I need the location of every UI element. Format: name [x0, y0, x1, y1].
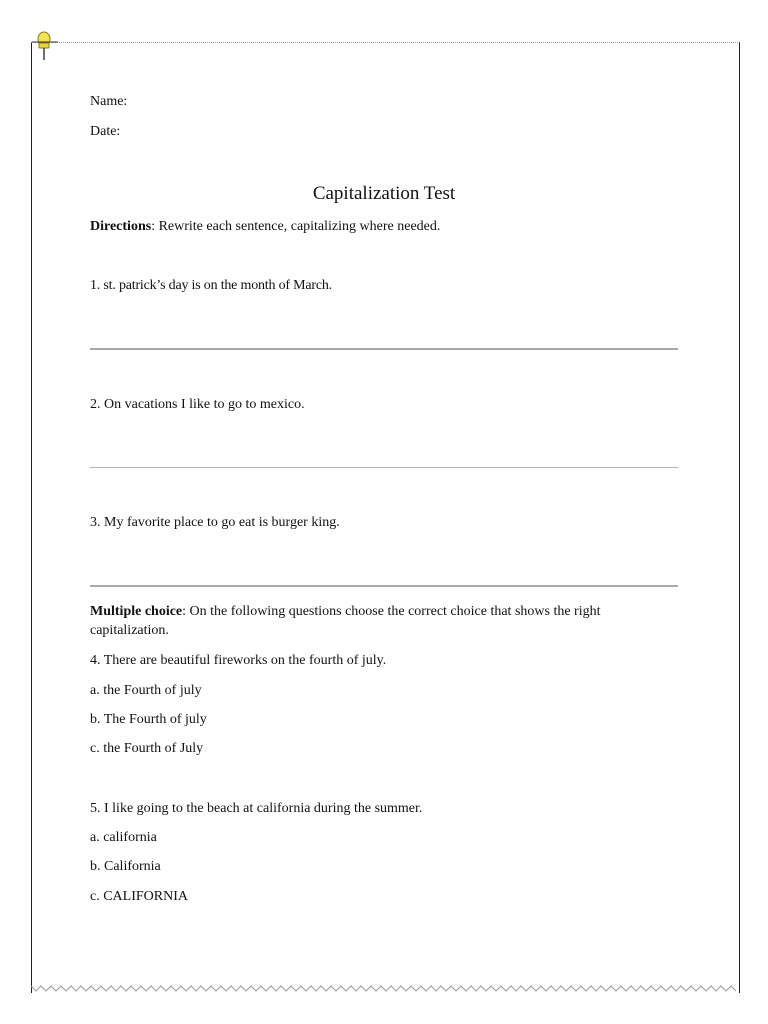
- question-4-prompt: 4. There are beautiful fireworks on the fourth of july.: [90, 653, 387, 668]
- question-5-prompt: 5. I like going to the beach at california during the summer.: [90, 801, 423, 816]
- date-field-label: Date:: [90, 124, 121, 139]
- question-5-option-b: b. California: [90, 859, 161, 874]
- answer-line-1: [90, 348, 678, 350]
- multiple-choice-text: : On the following questions choose the correct choice that shows the right capitalization.: [90, 604, 601, 638]
- answer-line-3: [90, 585, 678, 587]
- question-4-option-b: b. The Fourth of july: [90, 712, 207, 727]
- question-5-option-c: c. CALIFORNIA: [90, 889, 188, 904]
- name-field-label: Name:: [90, 94, 128, 109]
- rewrite-item-3: 3. My favorite place to go eat is burger king.: [90, 515, 340, 530]
- directions-label: Directions: [90, 219, 152, 234]
- answer-line-2: [90, 467, 678, 468]
- question-4-option-a: a. the Fourth of july: [90, 683, 202, 698]
- page-title: Capitalization Test: [312, 183, 456, 204]
- torn-page-edge: [31, 982, 739, 996]
- question-4-option-c: c. the Fourth of July: [90, 741, 204, 756]
- multiple-choice-label: Multiple choice: [90, 604, 183, 619]
- rewrite-item-2: 2. On vacations I like to go to mexico.: [90, 397, 305, 412]
- multiple-choice-directions: [90, 602, 678, 640]
- directions-text: : Rewrite each sentence, capitalizing where needed.: [151, 219, 441, 234]
- pushpin-icon[interactable]: [30, 30, 60, 62]
- question-5-option-a: a. california: [90, 830, 157, 845]
- directions: [90, 218, 440, 236]
- rewrite-item-1: 1. st. patrick’s day is on the month of March.: [90, 278, 332, 293]
